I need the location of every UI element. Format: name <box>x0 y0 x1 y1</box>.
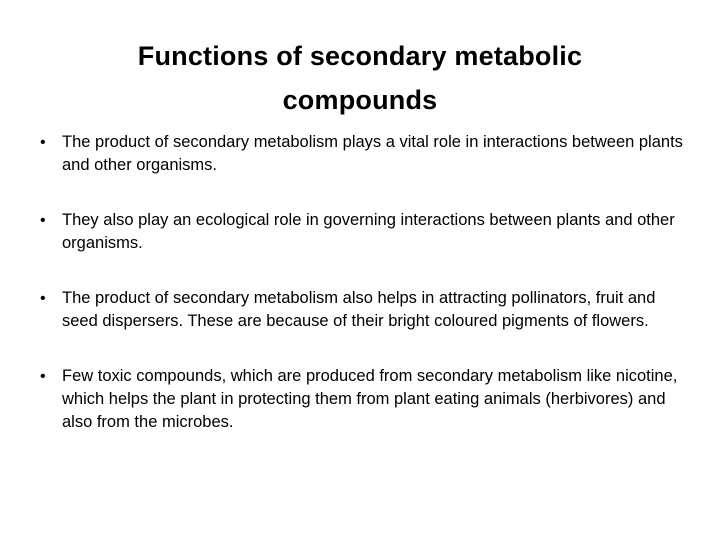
bullet-item <box>40 365 690 434</box>
bullet-text: They also play an ecological role in governing interactions between plants and other organisms. <box>62 211 675 252</box>
bullet-point-icon: • <box>40 368 46 385</box>
slide-title-line-2: compounds <box>282 85 438 115</box>
bullet-list <box>40 131 690 434</box>
bullet-text: Few toxic compounds, which are produced from secondary metabolism like nicotine, which helps the plant in protecting them from plant eating animals (herbivores) and also from the microbes. <box>62 367 678 431</box>
slide-title-line-1: Functions of secondary metabolic <box>137 41 583 71</box>
bullet-item <box>40 131 690 177</box>
bullet-text: The product of secondary metabolism plays a vital role in interactions between plants and other organisms. <box>62 133 683 174</box>
bullet-item <box>40 287 690 333</box>
slide-title <box>60 34 660 122</box>
bullet-text: The product of secondary metabolism also helps in attracting pollinators, fruit and seed dispersers. These are because of their bright coloured pigments of flowers. <box>62 289 656 330</box>
bullet-point-icon: • <box>40 212 46 229</box>
bullet-point-icon: • <box>40 134 46 151</box>
bullet-point-icon: • <box>40 290 46 307</box>
bullet-item <box>40 209 690 255</box>
